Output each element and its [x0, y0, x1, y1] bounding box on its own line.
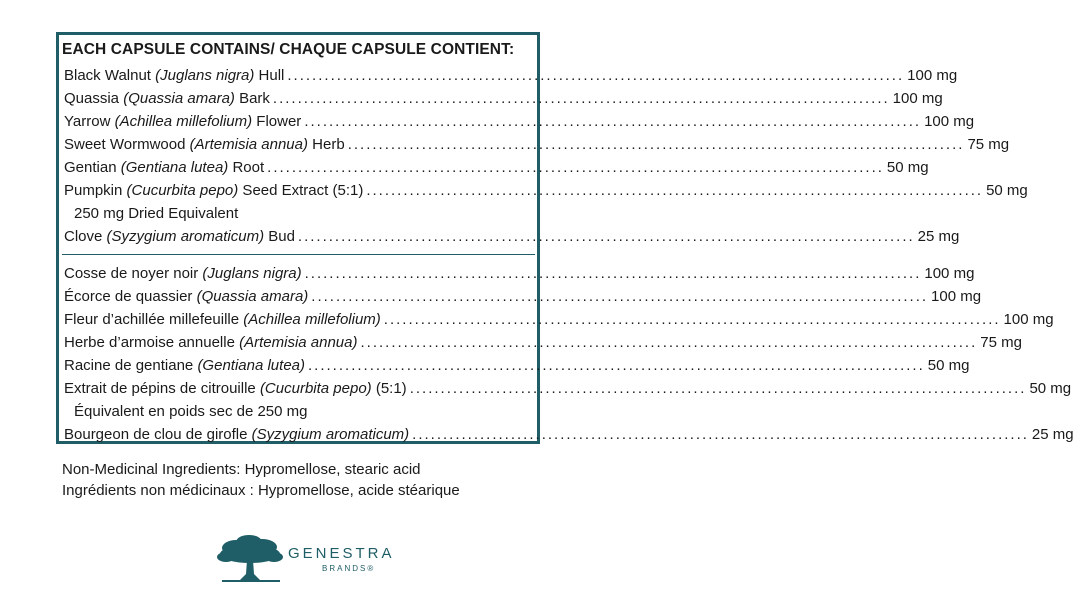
- brand-name: GENESTRA: [288, 545, 395, 562]
- ingredient-note: Équivalent en poids sec de 250 mg: [74, 403, 308, 420]
- ingredient-row: Racine de gentiane (Gentiana lutea) .................................................................................................... 50 mg: [64, 357, 970, 374]
- ingredient-row: Écorce de quassier (Quassia amara) .................................................................................................... 100 mg: [64, 288, 982, 305]
- ingredient-note: 250 mg Dried Equivalent: [74, 205, 239, 222]
- ingredient-row: Yarrow (Achillea millefolium) Flower .................................................................................................... 100 mg: [64, 113, 975, 130]
- brand-subtitle: BRANDS®: [322, 564, 376, 573]
- ingredient-row: Gentian (Gentiana lutea) Root .................................................................................................... 50 mg: [64, 159, 929, 176]
- ingredient-row: Clove (Syzygium aromaticum) Bud .................................................................................................... 25 mg: [64, 228, 960, 245]
- non-medicinal-fr: Ingrédients non médicinaux : Hypromellose, acide stéarique: [62, 482, 460, 499]
- ingredient-row: Bourgeon de clou de girofle (Syzygium aromaticum) .................................................................................................... 25 mg: [64, 426, 1074, 443]
- panel-heading: EACH CAPSULE CONTAINS/ CHAQUE CAPSULE CONTIENT:: [62, 41, 515, 58]
- ingredient-row: Herbe d’armoise annuelle (Artemisia annua) .................................................................................................... 75 mg: [64, 334, 1022, 351]
- ingredient-row: Quassia (Quassia amara) Bark .................................................................................................... 100 mg: [64, 90, 943, 107]
- ingredient-row: Black Walnut (Juglans nigra) Hull .................................................................................................... 100 mg: [64, 67, 958, 84]
- ingredient-row: Extrait de pépins de citrouille (Cucurbita pepo) (5:1) .................................................................................................... 50 mg: [64, 380, 1072, 397]
- ingredient-row: Pumpkin (Cucurbita pepo) Seed Extract (5:1) .................................................................................................... 50 mg: [64, 182, 1028, 199]
- ingredient-row: Fleur d’achillée millefeuille (Achillea millefolium) .................................................................................................... 100 mg: [64, 311, 1054, 328]
- non-medicinal-en: Non-Medicinal Ingredients: Hypromellose, stearic acid: [62, 461, 421, 478]
- ingredient-row: Cosse de noyer noir (Juglans nigra) .................................................................................................... 100 mg: [64, 265, 975, 282]
- ingredient-row: Sweet Wormwood (Artemisia annua) Herb .................................................................................................... 75 mg: [64, 136, 1010, 153]
- section-divider: [62, 254, 535, 255]
- tree-icon: [217, 535, 283, 582]
